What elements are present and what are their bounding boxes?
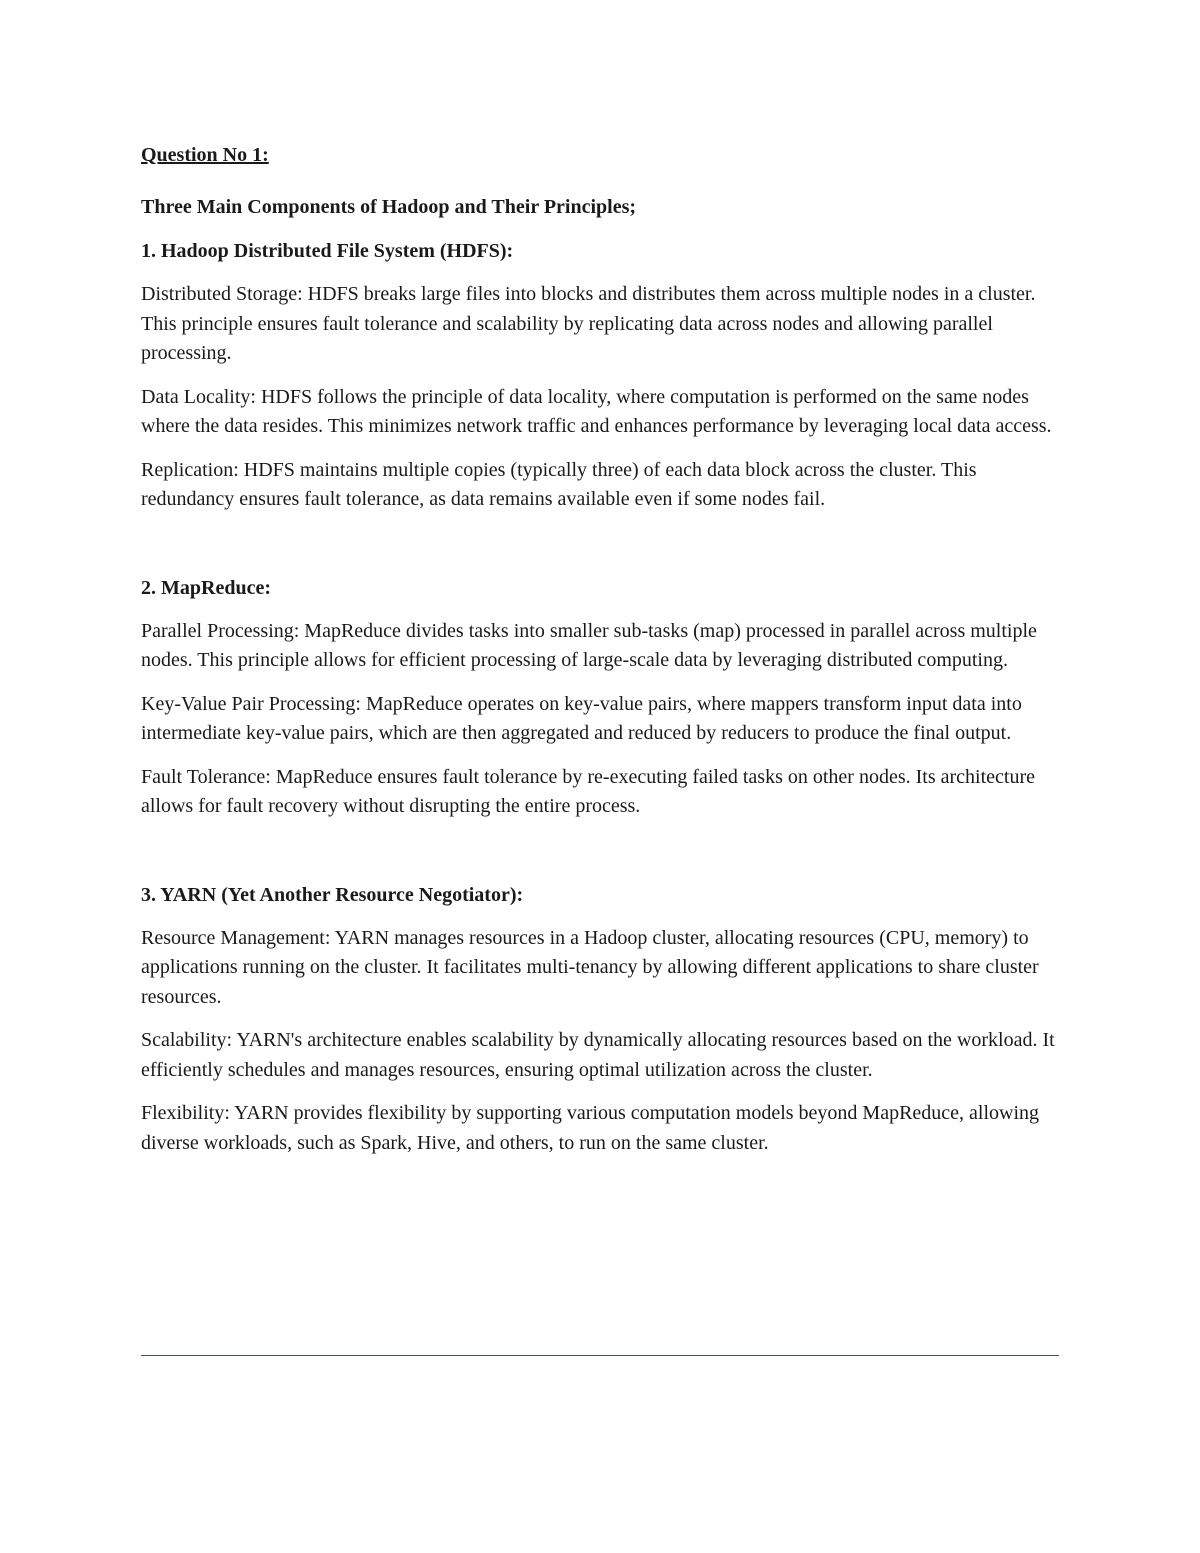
paragraph-key-value-processing: Key-Value Pair Processing: MapReduce operates on key-value pairs, where mappers transform input data into intermediate key-value pairs, which are then aggregated and reduced by reducers to produce the final output. [141, 692, 1022, 744]
section-spacer [141, 836, 1061, 880]
section-heading-hdfs: 1. Hadoop Distributed File System (HDFS): [141, 240, 514, 262]
section-spacer [141, 529, 1061, 573]
main-heading: Three Main Components of Hadoop and Their Principles; [141, 196, 637, 218]
section-heading-mapreduce: 2. MapReduce: [141, 576, 271, 599]
paragraph-distributed-storage: Distributed Storage: HDFS breaks large files into blocks and distributes them across multiple nodes in a cluster. This principle ensures fault tolerance and scalability by replicating data across nodes and allowing parallel processing. [141, 283, 1036, 364]
paragraph-flexibility: Flexibility: YARN provides flexibility by supporting various computation models beyond MapReduce, allowing diverse workloads, such as Spark, Hive, and others, to run on the same cluster. [141, 1102, 1040, 1154]
section-yarn [141, 880, 1061, 1159]
horizontal-rule [141, 1355, 1059, 1356]
paragraph-data-locality: Data Locality: HDFS follows the principle of data locality, where computation is performed on the same nodes where the data resides. This minimizes network traffic and enhances performance by leveraging local data access. [141, 385, 1052, 437]
section-heading-yarn: 3. YARN (Yet Another Resource Negotiator): [141, 883, 524, 906]
paragraph-parallel-processing: Parallel Processing: MapReduce divides tasks into smaller sub-tasks (map) processed in parallel across multiple nodes. This principle allows for efficient processing of large-scale data by leveraging distributed computing. [141, 619, 1037, 671]
paragraph-resource-management: Resource Management: YARN manages resources in a Hadoop cluster, allocating resources (CPU, memory) to applications running on the cluster. It facilitates multi-tenancy by allowing different applications to share cluster resources. [141, 926, 1039, 1008]
paragraph-replication: Replication: HDFS maintains multiple copies (typically three) of each data block across the cluster. This redundancy ensures fault tolerance, as data remains available even if some nodes fail. [141, 458, 977, 510]
section-mapreduce [141, 573, 1061, 822]
paragraph-fault-tolerance: Fault Tolerance: MapReduce ensures fault tolerance by re-executing failed tasks on other nodes. Its architecture allows for fault recovery without disrupting the entire process. [141, 765, 1035, 817]
section-hdfs [141, 236, 1061, 515]
question-title: Question No 1: [141, 144, 269, 166]
document-page [141, 140, 1061, 1172]
paragraph-scalability: Scalability: YARN's architecture enables scalability by dynamically allocating resources based on the workload. It efficiently schedules and manages resources, ensuring optimal utilization across the cluster. [141, 1029, 1055, 1081]
